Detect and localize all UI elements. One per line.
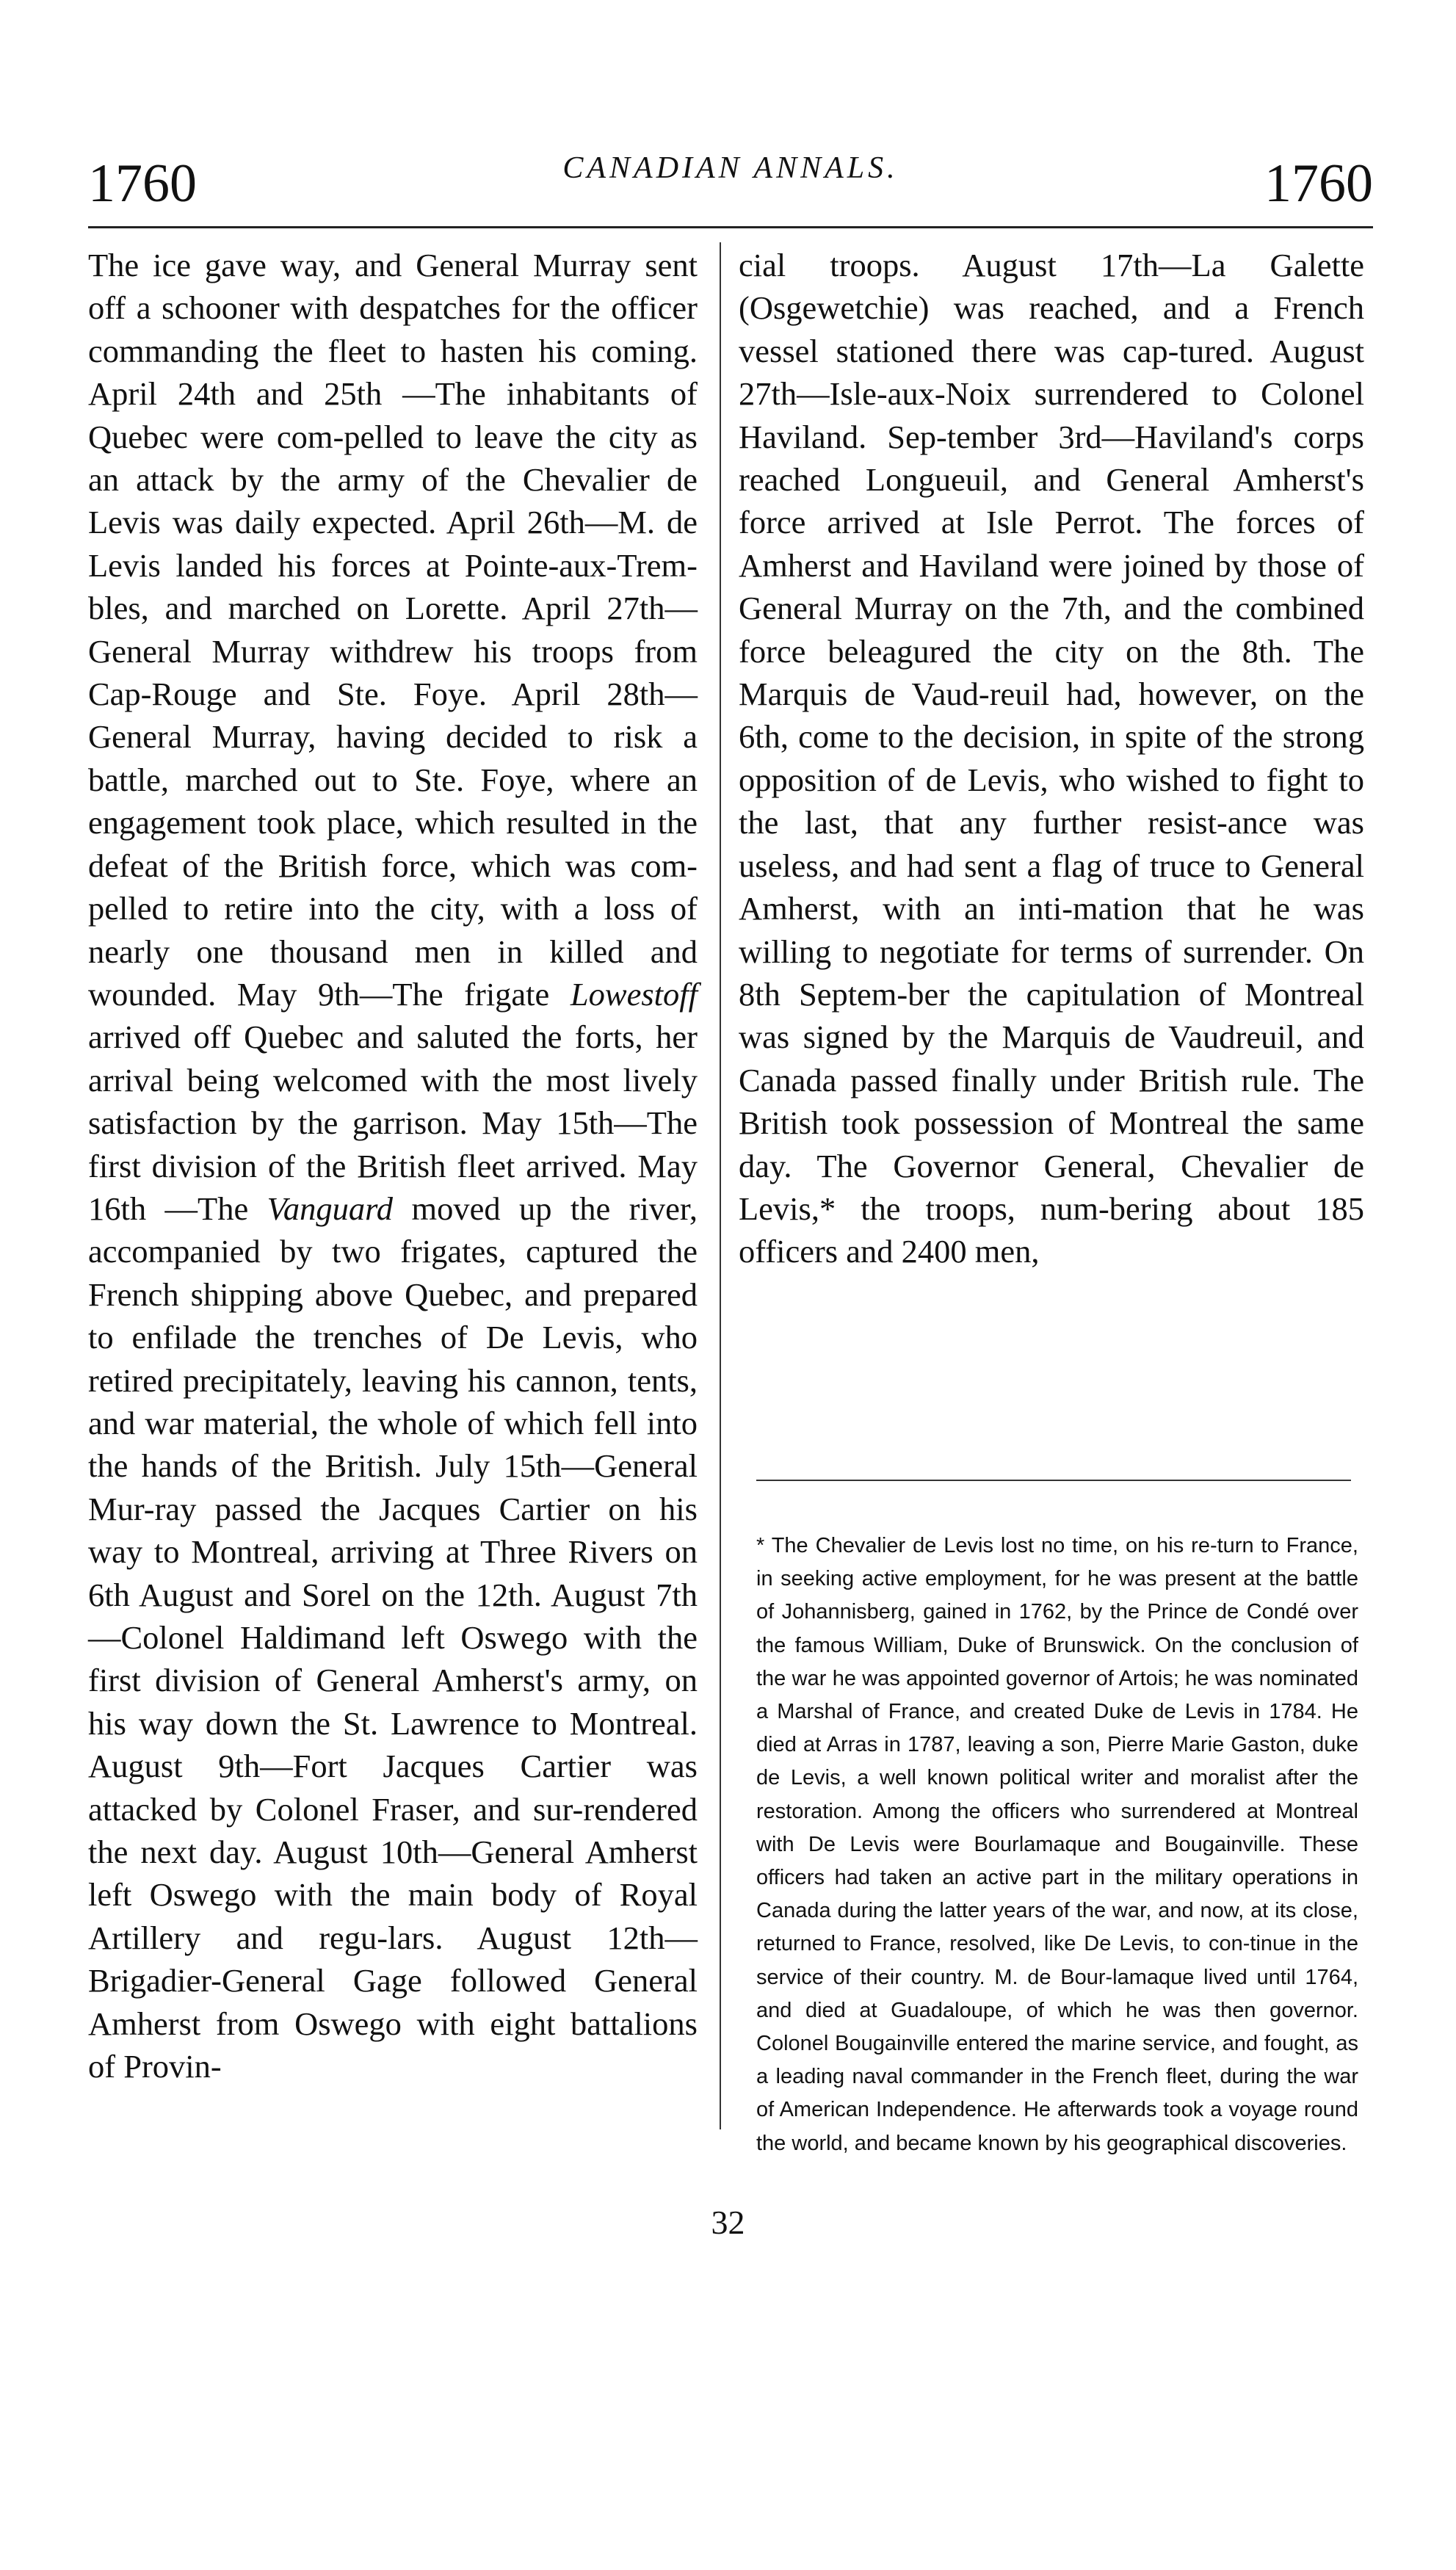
left-text-part-2: arrived off Quebec and saluted the forts, her arrival being welcomed with the most lively satisfaction by the garrison. May 15th—The first division of the British fleet arrived. May 16th —The [88,1018,698,1227]
footnote [756,1530,1358,2160]
ship-name-lowestoff: Lowestoff [570,975,698,1013]
right-column-paragraph: cial troops. August 17th—La Galette (Osgewetchie) was reached, and a French vessel stationed there was cap-tured. August 27th—Isle-aux-Noix surrendered to Colonel Haviland. Sep-tember 3rd—Haviland's corps reached Longueuil, and General Amherst's force arrived at Isle Perrot. The forces of Amherst and Haviland were joined by those of General Murray on the 7th, and the combined force beleagured the city on the 8th. The Marquis de Vaud-reuil had, however, on the 6th, come to the decision, in spite of the strong opposition of de Levis, who wished to fight to the last, that any further resist-ance was useless, and had sent a flag of truce to General Amherst, with an inti-mation that he was willing to negotiate for terms of surrender. On 8th Septem-ber the capitulation of Montreal was signed by the Marquis de Vaudreuil, and Canada passed finally under British rule. The British took possession of Montreal the same day. The Governor General, Chevalier de Levis,* the troops, num-bering about 185 officers and 2400 men, [739,247,1364,1270]
left-column [88,244,698,2088]
left-text-part-3: moved up the river, accompanied by two frigates, captured the French shipping above Quebec, and prepared to enfilade the trenches of De Levis, who retired precipitately, leaving his cannon, tents, and war material, the whole of which fell into the hands of the British. July 15th—General Mur-ray passed the Jacques Cartier on his way to Montreal, arriving at Three Rivers on 6th August and Sorel on the 12th. August 7th—Colonel Haldimand left Oswego with the first division of General Amherst's army, on his way down the St. Lawrence to Montreal. August 9th—Fort Jacques Cartier was attacked by Colonel Fraser, and sur-rendered the next day. August 10th—General Amherst left Oswego with the main body of Royal Artillery and regu-lars. August 12th—Brigadier-General Gage followed General Amherst from Oswego with eight battalions of Provin- [88,1190,698,2085]
header-year-left: 1760 [88,153,197,214]
header-year-right: 1760 [1264,153,1373,214]
header-rule [88,226,1373,228]
running-title: CANADIAN ANNALS. [562,151,899,185]
left-text-part-1: The ice gave way, and General Murray sent off a schooner with despatches for the officer commanding the fleet to hasten his coming. April 24th and 25th —The inhabitants of Quebec were com-pelled to leave the city as an attack by the army of the Chevalier de Levis was daily expected. April 26th—M. de Levis landed his forces at Pointe-aux-Trem-bles, and marched on Lorette. April 27th—General Murray withdrew his troops from Cap-Rouge and Ste. Foye. April 28th—General Murray, having decided to risk a battle, marched out to Ste. Foye, where an engagement took place, which resulted in the defeat of the British force, which was com-pelled to retire into the city, with a loss of nearly one thousand men in killed and wounded. May 9th—The frigate [88,247,698,1013]
ship-name-vanguard: Vanguard [267,1190,394,1227]
right-column [739,244,1364,1273]
column-divider [720,242,721,2129]
footnote-text: * The Chevalier de Levis lost no time, on his re-turn to France, in seeking active employment, for he was present at the battle of Johannisberg, gained in 1762, by the Prince de Condé over the famous William, Duke of Brunswick. On the conclusion of the war he was appointed governor of Artois; he was nominated a Marshal of France, and created Duke de Levis in 1784. He died at Arras in 1787, leaving a son, Pierre Marie Gaston, duke de Levis, a well known political writer and moralist after the restoration. Among the officers who surrendered at Montreal with De Levis were Bourlamaque and Bougainville. These officers had taken an active part in the military operations in Canada during the latter years of the war, and now, at its close, returned to France, resolved, like De Levis, to con-tinue in the service of their country. M. de Bour-lamaque lived until 1764, and died at Guadaloupe, of which he was then governor. Colonel Bougainville entered the marine service, and fought, as a leading naval commander in the French fleet, during the war of American Independence. He afterwards took a voyage round the world, and became known by his geographical discoveries. [756,1534,1358,2155]
running-header [88,143,1373,224]
left-column-paragraph [88,244,698,2088]
page-number: 32 [711,2204,745,2241]
footnote-rule [756,1480,1351,1481]
